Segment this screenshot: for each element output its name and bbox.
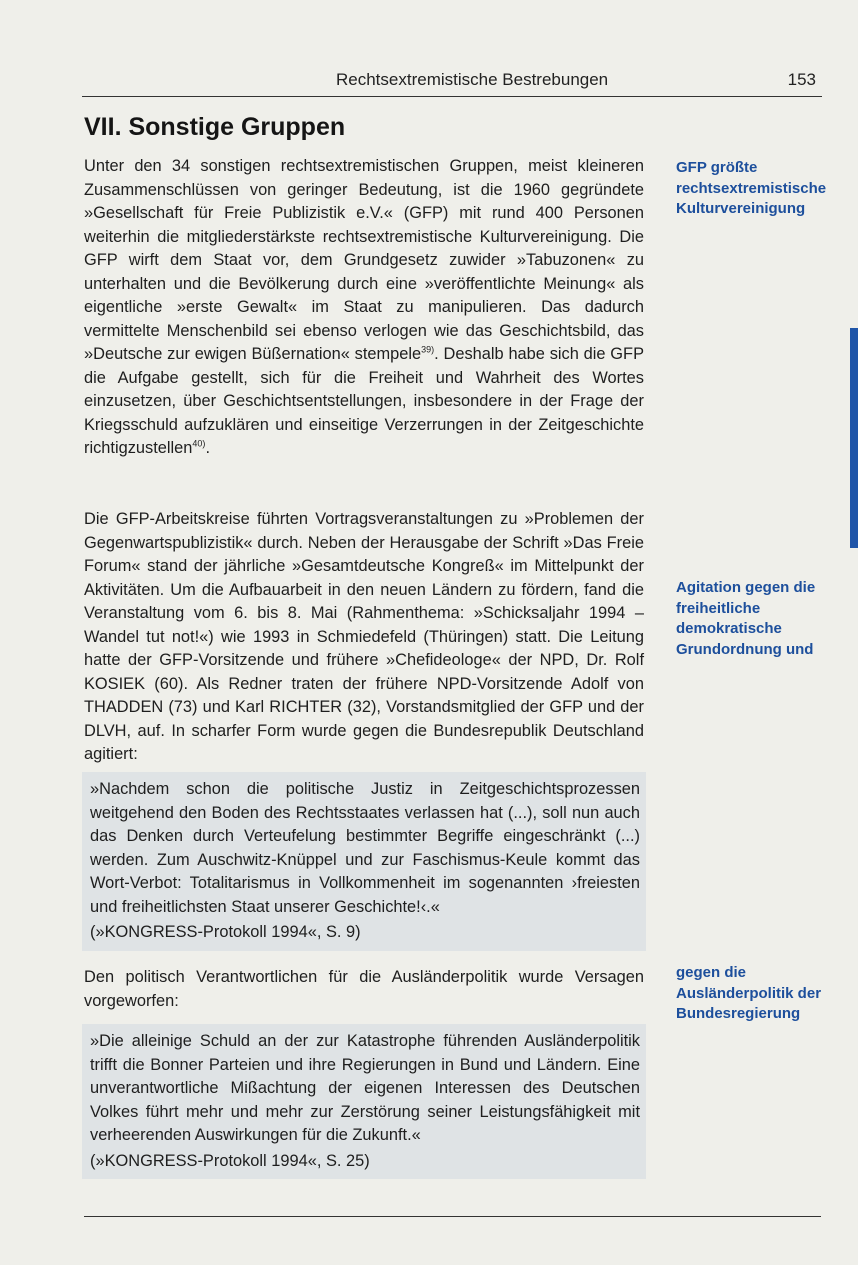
paragraph-text: . Deshalb habe sich die GFP die Aufgabe gestellt, sich für die Freiheit und Wahrheit des Wortes einzusetzen, über Geschichtsentstellungen, insbesondere in der Frage der Kriegsschuld aufzuklären und einseitige Verzerrungen in der Zeitgeschichte richtigzustellen xyxy=(84,345,644,457)
margin-note-agitation: Agitation gegen die freiheitliche demokratische Grundordnung und xyxy=(676,579,816,658)
chapter-marker-bar xyxy=(850,328,858,548)
paragraph-auslaenderpolitik: Den politisch Verantwortlichen für die Ausländerpolitik wurde Versagen vorgeworfen: xyxy=(84,968,644,1010)
paragraph-text: Unter den 34 sonstigen rechtsextremistischen Gruppen, meist kleineren Zusammenschlüssen von geringer Bedeutung, ist die 1960 gegründete »Gesellschaft für Freie Publizistik e.V.« (GFP) mit rund 400 Personen weiterhin die mitgliederstärkste rechtsextremistische Kulturvereinigung. Die GFP wirft dem Staat vor, dem Grundgesetz zuwider »Tabuzonen« zu unterhalten und die Bevölkerung durch eine »veröffentlichte Meinung« als eigentliche »erste Gewalt« im Staat zu manipulieren. Das dadurch vermittelte Menschenbild sei ebenso verlogen wie das Geschichtsbild, das »Deutsche zur ewigen Büßernation« stempele xyxy=(84,157,644,363)
quote-text: »Nachdem schon die politische Justiz in Zeitgeschichtsprozessen weitgehend den Boden des Rechtsstaates verlassen hat (...), soll nun auch das Denken durch Verteufelung bestimmter Begriffe eingeschränkt (...) werden. Zum Auschwitz-Knüppel und zur Faschismus-Keule kommt das Wort-Verbot: Totalitarismus in Vollkommenheit im sogenannten ›freiesten und freiheitlichsten Staat unserer Geschichte!‹.« xyxy=(90,780,640,916)
paragraph-gfp-intro xyxy=(84,155,644,461)
quote-block xyxy=(82,1024,646,1179)
section-title: VII. Sonstige Gruppen xyxy=(84,113,346,141)
paragraph-gfp-activities: Die GFP-Arbeitskreise führten Vortragsveranstaltungen zu »Problemen der Gegenwartspublizistik« durch. Neben der Herausgabe der Schrift »Das Freie Forum« stand der jährliche »Gesamtdeutsche Kongreß« im Mittelpunkt der Aktivitäten. Um die Aufbauarbeit in den neuen Ländern zu fördern, fand die Veranstaltung vom 6. bis 8. Mai (Rahmenthema: »Schicksaljahr 1994 – Wandel tut not!«) wie 1993 in Schmiedefeld (Thüringen) statt. Die Leitung hatte der GFP-Vorsitzende und frühere »Chefideologe« der NPD, Dr. Rolf KOSIEK (60). Als Redner traten der frühere NPD-Vorsitzende Adolf von THADDEN (73) und Karl RICHTER (32), Vorstandsmitglied der GFP und der DLVH, auf. In scharfer Form wurde gegen die Bundesrepublik Deutschland agitiert: xyxy=(84,510,644,763)
bottom-rule xyxy=(84,1216,821,1217)
footnote-ref: 39) xyxy=(421,344,435,355)
running-title: Rechtsextremistische Bestrebungen xyxy=(336,70,609,89)
running-header xyxy=(82,66,822,97)
quote-block xyxy=(82,772,646,951)
margin-note-auslaenderpolitik: gegen die Ausländerpolitik der Bundesregierung xyxy=(676,964,822,1022)
margin-note-gfp: GFP größte rechtsextremistische Kulturvereinigung xyxy=(676,159,827,217)
quote-source: (»KONGRESS-Protokoll 1994«, S. 25) xyxy=(90,1151,370,1170)
footnote-ref: 40) xyxy=(192,438,206,449)
quote-text: »Die alleinige Schuld an der zur Katastrophe führenden Ausländerpolitik trifft die Bonner Parteien und ihre Regierungen in Bund und Ländern. Eine unverantwortliche Mißachtung der eigenen Interessen des Deutschen Volkes führt mehr und mehr zur Zerstörung seiner Leistungsfähigkeit mit verheerenden Auswirkungen für die Zukunft.« xyxy=(90,1032,640,1144)
page-number: 153 xyxy=(787,70,816,89)
paragraph-text: . xyxy=(205,439,210,457)
quote-source: (»KONGRESS-Protokoll 1994«, S. 9) xyxy=(90,923,361,941)
